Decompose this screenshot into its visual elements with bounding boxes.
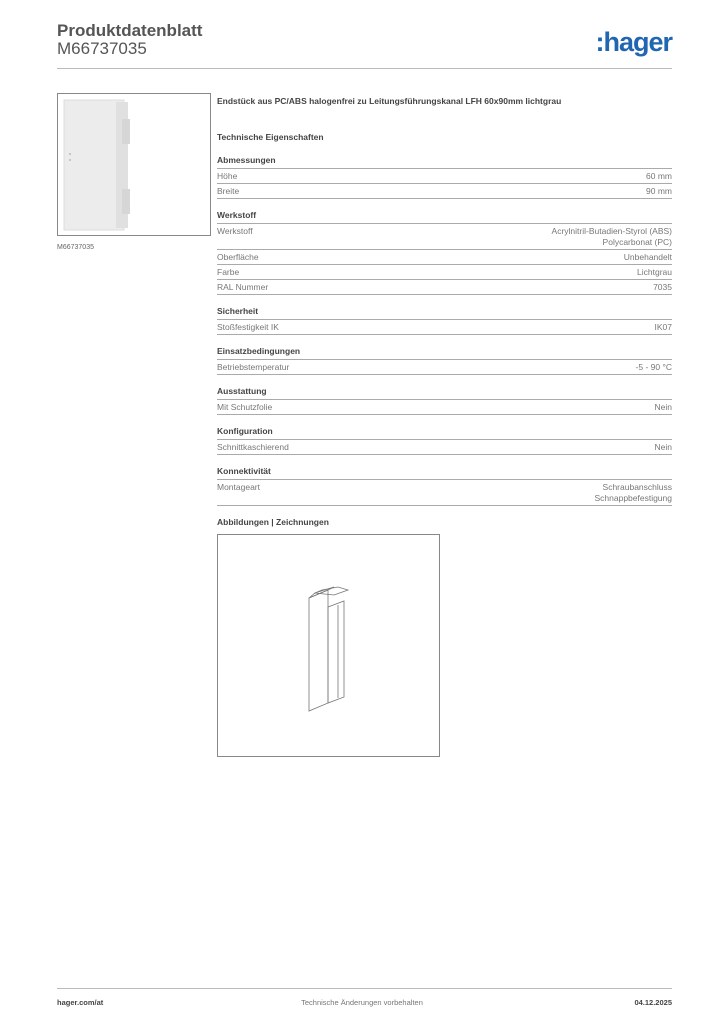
section-title: Abmessungen [217,155,672,169]
property-label: Stoßfestigkeit IK [217,322,279,332]
footer-website[interactable]: hager.com/at [57,998,104,1007]
page-title: Produktdatenblatt [57,21,203,40]
property-row [217,440,672,455]
property-label: Schnittkaschierend [217,442,289,452]
section-werkstoff [217,210,672,295]
section-einsatzbedingungen [217,346,672,375]
property-label: RAL Nummer [217,282,269,292]
section-title: Konfiguration [217,426,672,440]
product-drawing [218,535,439,756]
property-label: Montageart [217,482,260,492]
property-row [217,480,672,506]
product-code: M66737035 [57,39,147,58]
footer-date: 04.12.2025 [634,998,672,1007]
property-label: Werkstoff [217,226,253,236]
property-row [217,184,672,199]
property-label: Farbe [217,267,240,277]
drawing-box [217,534,440,757]
property-row [217,360,672,375]
property-row [217,224,672,250]
section-ausstattung [217,386,672,415]
section-title: Ausstattung [217,386,672,400]
property-row [217,280,672,295]
property-row [217,320,672,335]
section-title: Einsatzbedingungen [217,346,672,360]
property-value: IK07 [654,322,672,332]
section-konnektivität [217,466,672,506]
property-value: Unbehandelt [623,252,672,262]
property-label: Oberfläche [217,252,259,262]
property-row [217,250,672,265]
property-value: 7035 [653,282,672,292]
footer-divider [57,988,672,989]
property-value: -5 - 90 °C [635,362,672,372]
section-title: Werkstoff [217,210,672,224]
section-title: Konnektivität [217,466,672,480]
property-value: Nein [654,402,672,412]
property-value: 60 mm [646,171,672,181]
property-value: Acrylnitril-Butadien-Styrol (ABS) Polycarbonat (PC) [551,226,672,247]
property-label: Betriebstemperatur [217,362,290,372]
hager-logo: :hager [595,27,672,57]
section-sicherheit [217,306,672,335]
property-label: Breite [217,186,240,196]
property-value: Nein [654,442,672,452]
header-divider [57,68,672,69]
main-content [217,96,672,527]
product-image [57,93,211,236]
image-caption: M66737035 [57,244,94,251]
section-konfiguration [217,426,672,455]
section-abmessungen [217,155,672,199]
property-row [217,400,672,415]
footer-disclaimer: Technische Änderungen vorbehalten [301,998,423,1007]
property-row [217,169,672,184]
property-value: 90 mm [646,186,672,196]
tech-title: Technische Eigenschaften [217,132,324,142]
property-value: Lichtgrau [637,267,672,277]
property-value: Schraubanschluss Schnappbefestigung [594,482,672,503]
product-description: Endstück aus PC/ABS halogenfrei zu Leitungsführungskanal LFH 60x90mm lichtgrau [217,96,562,106]
figures-title: Abbildungen | Zeichnungen [217,517,329,527]
property-label: Höhe [217,171,238,181]
property-row [217,265,672,280]
section-title: Sicherheit [217,306,672,320]
property-label: Mit Schutzfolie [217,402,273,412]
